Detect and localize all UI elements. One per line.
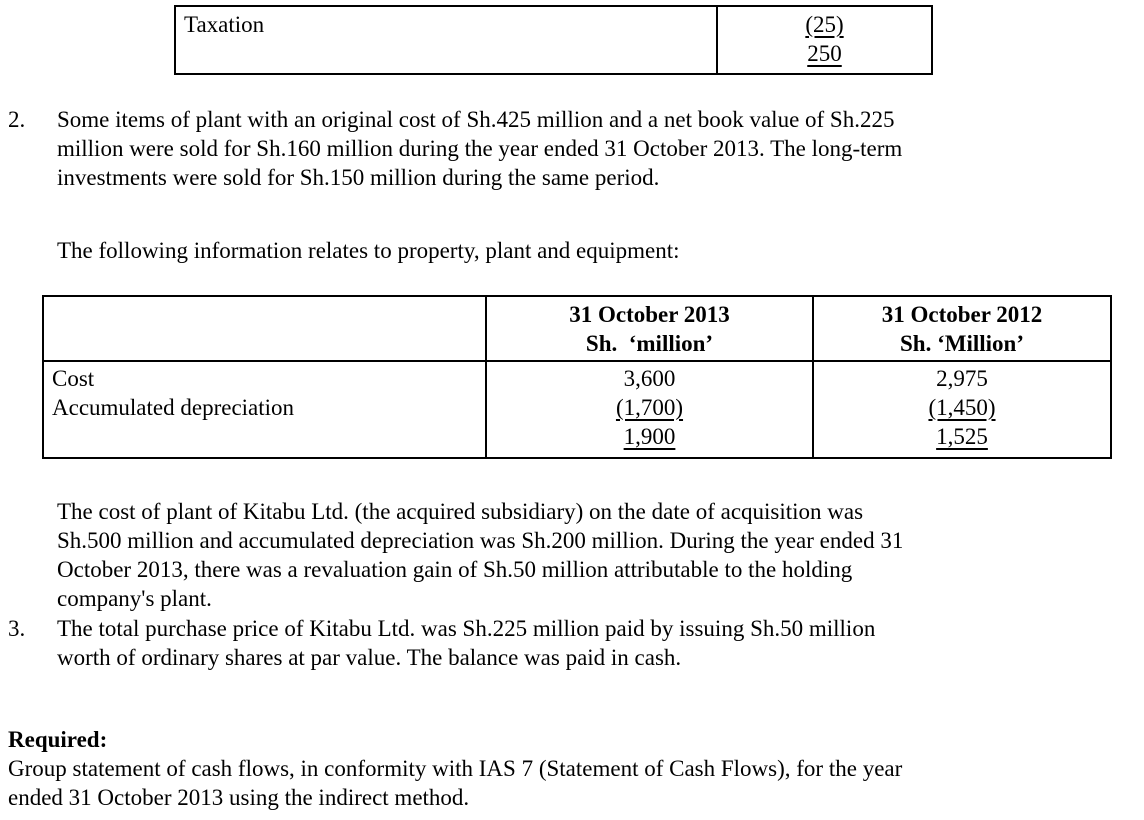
underlined-value: 1,525 [936,424,988,449]
ppe-row-depreciation-2012 [813,393,1111,422]
ppe-row-depreciation-2013 [486,393,813,422]
ppe-row-net-label [43,422,486,458]
ppe-row-cost-label: Cost [43,361,486,393]
text-line: investments were sold for Sh.150 million during the same period. [57,165,660,190]
underlined-value: 1,900 [623,424,676,449]
ppe-row-cost-2012: 2,975 [813,361,1111,393]
text-line: million were sold for Sh.160 million during the year ended 31 October 2013. The long-term [57,136,903,161]
ppe-header-2013-unit: Sh. ‘million’ [585,331,714,356]
taxation-table [174,5,933,75]
ppe-header-2012 [813,296,1111,361]
underlined-value: (1,700) [615,395,684,420]
required-heading: Required: [8,727,108,752]
ppe-row-net [43,422,1111,458]
taxation-table-row [175,6,932,74]
text-line: company's plant. [57,586,212,611]
note-item-2-number: 2. [8,107,26,132]
note-item-3 [0,614,1144,672]
text-line: Group statement of cash flows, in conformity with IAS 7 (Statement of Cash Flows), for the year [8,756,903,781]
ppe-row-cost [43,361,1111,393]
ppe-row-depreciation [43,393,1111,422]
taxation-row-label: Taxation [175,6,717,74]
ppe-table [42,295,1112,459]
ppe-header-empty [43,296,486,361]
text-line: worth of ordinary shares at par value. The balance was paid in cash. [57,645,682,670]
underlined-value: (1,450) [928,395,996,420]
ppe-header-2013-date: 31 October 2013 [569,302,730,327]
text-line: The total purchase price of Kitabu Ltd. was Sh.225 million paid by issuing Sh.50 million [57,616,876,641]
ppe-row-net-2012 [813,422,1111,458]
ppe-header-2013 [486,296,813,361]
taxation-total: 250 [807,41,842,66]
kitabu-plant-paragraph [57,497,1144,613]
ppe-row-depreciation-label: Accumulated depreciation [43,393,486,422]
required-paragraph [8,754,1144,812]
text-line: ended 31 October 2013 using the indirect method. [8,785,470,810]
note-item-2 [0,105,1144,192]
taxation-value: (25) [805,12,844,37]
text-line: Sh.500 million and accumulated depreciation was Sh.200 million. During the year ended 31 [57,528,904,553]
ppe-intro-paragraph: The following information relates to property, plant and equipment: [57,238,680,263]
taxation-row-values [717,6,932,74]
ppe-row-cost-2013: 3,600 [486,361,813,393]
text-line: October 2013, there was a revaluation gain of Sh.50 million attributable to the holding [57,557,853,582]
text-line: The cost of plant of Kitabu Ltd. (the acquired subsidiary) on the date of acquisition was [57,499,864,524]
ppe-header-2012-unit: Sh. ‘Million’ [900,331,1024,356]
text-line: Some items of plant with an original cost of Sh.425 million and a net book value of Sh.225 [57,107,895,132]
note-item-3-text [57,614,1097,672]
ppe-row-net-2013 [486,422,813,458]
ppe-table-header-row [43,296,1111,361]
note-item-3-number: 3. [8,616,26,641]
ppe-header-2012-date: 31 October 2012 [881,302,1043,327]
document-page [0,5,1144,820]
note-item-2-text [57,105,1097,192]
